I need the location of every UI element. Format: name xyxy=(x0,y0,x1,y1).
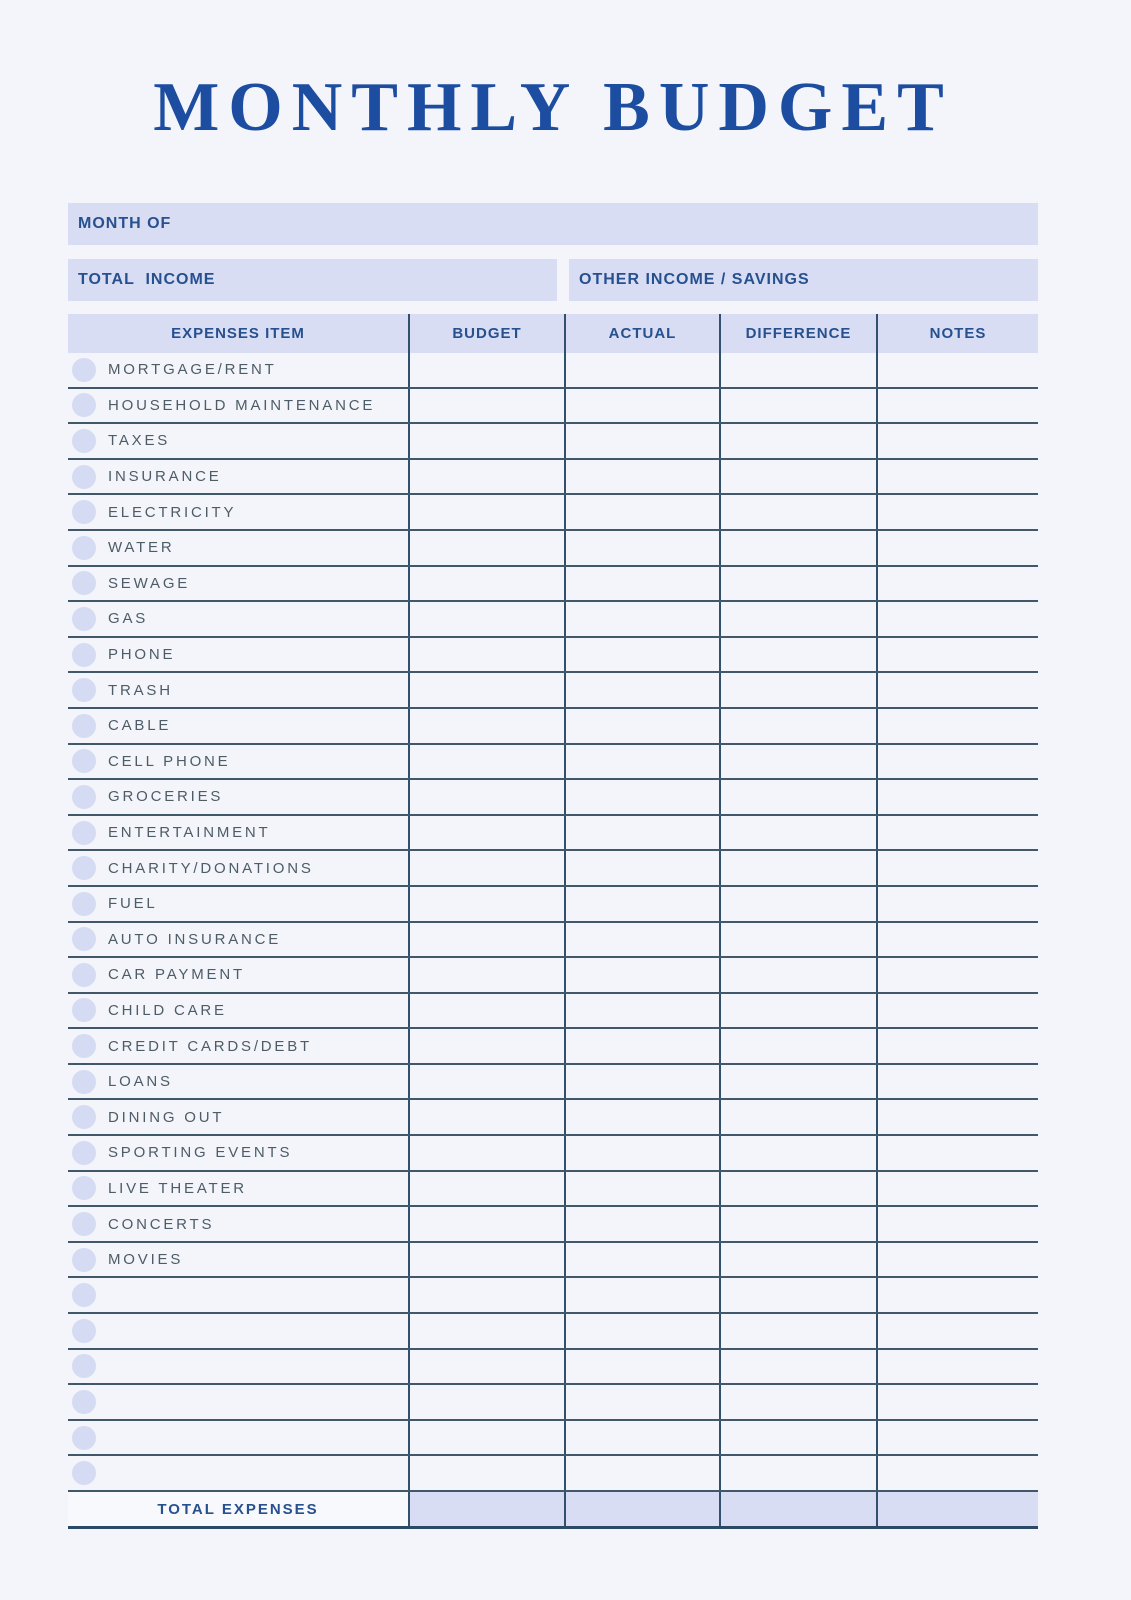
total-budget-cell xyxy=(408,1492,564,1526)
difference-cell xyxy=(719,1243,876,1277)
expense-item-label: TAXES xyxy=(108,432,171,450)
notes-cell xyxy=(876,495,1038,529)
table-row xyxy=(68,851,1038,887)
expense-item-cell xyxy=(68,460,408,494)
notes-cell xyxy=(876,1207,1038,1241)
bullet-circle-icon xyxy=(72,1105,96,1129)
expense-item-cell xyxy=(68,1278,408,1312)
expense-item-cell xyxy=(68,1350,408,1384)
actual-cell xyxy=(564,1243,719,1277)
budget-cell xyxy=(408,389,564,423)
notes-cell xyxy=(876,1065,1038,1099)
budget-cell xyxy=(408,460,564,494)
expense-item-cell xyxy=(68,1029,408,1063)
difference-cell xyxy=(719,745,876,779)
notes-cell xyxy=(876,1456,1038,1490)
expense-item-label: SPORTING EVENTS xyxy=(108,1144,293,1162)
difference-cell xyxy=(719,495,876,529)
expense-item-label: GROCERIES xyxy=(108,788,224,806)
actual-cell xyxy=(564,353,719,387)
bullet-circle-icon xyxy=(72,1176,96,1200)
table-row xyxy=(68,389,1038,425)
actual-cell xyxy=(564,638,719,672)
table-row xyxy=(68,1100,1038,1136)
table-row xyxy=(68,1172,1038,1208)
bullet-circle-icon xyxy=(72,927,96,951)
expense-item-cell xyxy=(68,994,408,1028)
notes-cell xyxy=(876,1314,1038,1348)
budget-cell xyxy=(408,602,564,636)
difference-cell xyxy=(719,1136,876,1170)
actual-cell xyxy=(564,1136,719,1170)
bullet-circle-icon xyxy=(72,1248,96,1272)
table-row xyxy=(68,1456,1038,1492)
column-header-actual: ACTUAL xyxy=(564,314,719,353)
bullet-circle-icon xyxy=(72,856,96,880)
total-expenses-row xyxy=(68,1492,1038,1529)
table-row xyxy=(68,1136,1038,1172)
notes-cell xyxy=(876,1421,1038,1455)
bullet-circle-icon xyxy=(72,536,96,560)
budget-cell xyxy=(408,994,564,1028)
actual-cell xyxy=(564,780,719,814)
budget-cell xyxy=(408,424,564,458)
bar-gap xyxy=(557,259,569,301)
difference-cell xyxy=(719,424,876,458)
notes-cell xyxy=(876,1385,1038,1419)
notes-cell xyxy=(876,1278,1038,1312)
notes-cell xyxy=(876,602,1038,636)
income-section xyxy=(68,259,1038,301)
notes-cell xyxy=(876,709,1038,743)
budget-cell xyxy=(408,816,564,850)
table-row xyxy=(68,1243,1038,1279)
total-difference-cell xyxy=(719,1492,876,1526)
budget-cell xyxy=(408,1207,564,1241)
column-header-budget: BUDGET xyxy=(408,314,564,353)
total-actual-cell xyxy=(564,1492,719,1526)
actual-cell xyxy=(564,1029,719,1063)
actual-cell xyxy=(564,1385,719,1419)
difference-cell xyxy=(719,1421,876,1455)
table-row xyxy=(68,1421,1038,1457)
difference-cell xyxy=(719,567,876,601)
expense-item-label: SEWAGE xyxy=(108,574,191,592)
expense-item-label: CONCERTS xyxy=(108,1215,215,1233)
expense-item-cell xyxy=(68,780,408,814)
bullet-circle-icon xyxy=(72,1034,96,1058)
actual-cell xyxy=(564,851,719,885)
difference-cell xyxy=(719,1278,876,1312)
expense-item-cell xyxy=(68,1243,408,1277)
actual-cell xyxy=(564,531,719,565)
difference-cell xyxy=(719,1350,876,1384)
actual-cell xyxy=(564,1350,719,1384)
bullet-circle-icon xyxy=(72,1354,96,1378)
actual-cell xyxy=(564,994,719,1028)
expense-item-label: CHARITY/DONATIONS xyxy=(108,859,314,877)
expense-item-cell xyxy=(68,1100,408,1134)
bullet-circle-icon xyxy=(72,1319,96,1343)
bullet-circle-icon xyxy=(72,998,96,1022)
budget-cell xyxy=(408,923,564,957)
budget-cell xyxy=(408,353,564,387)
budget-cell xyxy=(408,1029,564,1063)
table-row xyxy=(68,1029,1038,1065)
other-income-savings-label: OTHER INCOME / SAVINGS xyxy=(579,271,810,288)
bullet-circle-icon xyxy=(72,785,96,809)
difference-cell xyxy=(719,1065,876,1099)
expense-item-label: CREDIT CARDS/DEBT xyxy=(108,1037,313,1055)
table-row xyxy=(68,780,1038,816)
budget-cell xyxy=(408,780,564,814)
expense-item-cell xyxy=(68,887,408,921)
total-expenses-label: TOTAL EXPENSES xyxy=(157,1500,319,1518)
actual-cell xyxy=(564,495,719,529)
table-row xyxy=(68,567,1038,603)
notes-cell xyxy=(876,1136,1038,1170)
budget-cell xyxy=(408,709,564,743)
difference-cell xyxy=(719,1314,876,1348)
page xyxy=(68,0,1038,1529)
table-row xyxy=(68,1065,1038,1101)
bullet-circle-icon xyxy=(72,963,96,987)
expense-item-cell xyxy=(68,353,408,387)
notes-cell xyxy=(876,1029,1038,1063)
expense-item-cell xyxy=(68,1385,408,1419)
table-row xyxy=(68,923,1038,959)
table-row xyxy=(68,424,1038,460)
expense-item-cell xyxy=(68,389,408,423)
expense-item-cell xyxy=(68,1314,408,1348)
column-header-difference: DIFFERENCE xyxy=(719,314,876,353)
expense-item-label: INSURANCE xyxy=(108,468,222,486)
difference-cell xyxy=(719,531,876,565)
expenses-table xyxy=(68,314,1038,1529)
expense-item-label: CHILD CARE xyxy=(108,1001,227,1019)
actual-cell xyxy=(564,389,719,423)
actual-cell xyxy=(564,1314,719,1348)
table-row xyxy=(68,994,1038,1030)
page-title: MONTHLY BUDGET xyxy=(153,69,953,146)
budget-cell xyxy=(408,958,564,992)
expense-item-label: FUEL xyxy=(108,895,158,913)
actual-cell xyxy=(564,1278,719,1312)
notes-cell xyxy=(876,567,1038,601)
difference-cell xyxy=(719,1207,876,1241)
budget-cell xyxy=(408,1172,564,1206)
table-row xyxy=(68,745,1038,781)
expense-item-label: CAR PAYMENT xyxy=(108,966,245,984)
expenses-table-body xyxy=(68,353,1038,1492)
notes-cell xyxy=(876,958,1038,992)
expense-item-label: MOVIES xyxy=(108,1251,184,1269)
actual-cell xyxy=(564,460,719,494)
total-income-bar xyxy=(68,259,557,301)
actual-cell xyxy=(564,1421,719,1455)
table-header-row xyxy=(68,314,1038,353)
notes-cell xyxy=(876,389,1038,423)
notes-cell xyxy=(876,1100,1038,1134)
expense-item-cell xyxy=(68,1421,408,1455)
budget-cell xyxy=(408,851,564,885)
expense-item-label: LOANS xyxy=(108,1073,173,1091)
expense-item-label: WATER xyxy=(108,539,175,557)
table-row xyxy=(68,460,1038,496)
expense-item-cell xyxy=(68,816,408,850)
bullet-circle-icon xyxy=(72,821,96,845)
actual-cell xyxy=(564,602,719,636)
bullet-circle-icon xyxy=(72,1283,96,1307)
actual-cell xyxy=(564,1207,719,1241)
bullet-circle-icon xyxy=(72,1390,96,1414)
difference-cell xyxy=(719,851,876,885)
bullet-circle-icon xyxy=(72,1426,96,1450)
difference-cell xyxy=(719,709,876,743)
difference-cell xyxy=(719,673,876,707)
budget-cell xyxy=(408,638,564,672)
notes-cell xyxy=(876,780,1038,814)
expense-item-label: HOUSEHOLD MAINTENANCE xyxy=(108,396,376,414)
expense-item-label: ELECTRICITY xyxy=(108,503,237,521)
notes-cell xyxy=(876,424,1038,458)
budget-cell xyxy=(408,673,564,707)
notes-cell xyxy=(876,851,1038,885)
difference-cell xyxy=(719,958,876,992)
expense-item-label: ENTERTAINMENT xyxy=(108,824,271,842)
expense-item-cell xyxy=(68,424,408,458)
expense-item-cell xyxy=(68,1456,408,1490)
budget-cell xyxy=(408,745,564,779)
bullet-circle-icon xyxy=(72,1212,96,1236)
bullet-circle-icon xyxy=(72,393,96,417)
budget-cell xyxy=(408,567,564,601)
notes-cell xyxy=(876,816,1038,850)
budget-cell xyxy=(408,531,564,565)
actual-cell xyxy=(564,567,719,601)
expense-item-cell xyxy=(68,567,408,601)
actual-cell xyxy=(564,745,719,779)
expense-item-label: PHONE xyxy=(108,646,176,664)
notes-cell xyxy=(876,1350,1038,1384)
actual-cell xyxy=(564,816,719,850)
actual-cell xyxy=(564,923,719,957)
column-header-notes: NOTES xyxy=(876,314,1038,353)
bullet-circle-icon xyxy=(72,643,96,667)
notes-cell xyxy=(876,1172,1038,1206)
budget-cell xyxy=(408,887,564,921)
difference-cell xyxy=(719,1100,876,1134)
table-row xyxy=(68,709,1038,745)
table-row xyxy=(68,816,1038,852)
expense-item-label: CELL PHONE xyxy=(108,752,231,770)
budget-cell xyxy=(408,1385,564,1419)
budget-cell xyxy=(408,1243,564,1277)
expense-item-cell xyxy=(68,495,408,529)
difference-cell xyxy=(719,1029,876,1063)
difference-cell xyxy=(719,353,876,387)
expense-item-label: GAS xyxy=(108,610,149,628)
table-row xyxy=(68,887,1038,923)
notes-cell xyxy=(876,460,1038,494)
notes-cell xyxy=(876,673,1038,707)
table-row xyxy=(68,1207,1038,1243)
bullet-circle-icon xyxy=(72,571,96,595)
bullet-circle-icon xyxy=(72,749,96,773)
expense-item-cell xyxy=(68,709,408,743)
actual-cell xyxy=(564,673,719,707)
difference-cell xyxy=(719,923,876,957)
notes-cell xyxy=(876,638,1038,672)
actual-cell xyxy=(564,1456,719,1490)
difference-cell xyxy=(719,1172,876,1206)
column-header-expenses-item: EXPENSES ITEM xyxy=(171,325,305,342)
bullet-circle-icon xyxy=(72,1141,96,1165)
notes-cell xyxy=(876,531,1038,565)
expense-item-label: CABLE xyxy=(108,717,172,735)
notes-cell xyxy=(876,994,1038,1028)
notes-cell xyxy=(876,745,1038,779)
expense-item-cell xyxy=(68,923,408,957)
expense-item-cell xyxy=(68,638,408,672)
expense-item-cell xyxy=(68,1172,408,1206)
difference-cell xyxy=(719,780,876,814)
difference-cell xyxy=(719,816,876,850)
bullet-circle-icon xyxy=(72,500,96,524)
expense-item-cell xyxy=(68,1136,408,1170)
total-expenses-label-cell xyxy=(68,1492,408,1526)
budget-cell xyxy=(408,1421,564,1455)
budget-cell xyxy=(408,1136,564,1170)
month-of-label: MONTH OF xyxy=(78,215,172,232)
expense-item-cell xyxy=(68,958,408,992)
notes-cell xyxy=(876,1243,1038,1277)
other-income-savings-bar xyxy=(569,259,1038,301)
difference-cell xyxy=(719,389,876,423)
table-row xyxy=(68,958,1038,994)
budget-cell xyxy=(408,1456,564,1490)
expense-item-cell xyxy=(68,1207,408,1241)
actual-cell xyxy=(564,424,719,458)
difference-cell xyxy=(719,1385,876,1419)
table-row xyxy=(68,1314,1038,1350)
expense-item-label: DINING OUT xyxy=(108,1108,225,1126)
budget-cell xyxy=(408,1100,564,1134)
expense-item-label: TRASH xyxy=(108,681,173,699)
difference-cell xyxy=(719,602,876,636)
expense-item-cell xyxy=(68,673,408,707)
bullet-circle-icon xyxy=(72,892,96,916)
budget-cell xyxy=(408,495,564,529)
bullet-circle-icon xyxy=(72,678,96,702)
table-row xyxy=(68,673,1038,709)
expense-item-cell xyxy=(68,745,408,779)
table-row xyxy=(68,353,1038,389)
month-of-bar xyxy=(68,203,1038,245)
table-row xyxy=(68,495,1038,531)
bullet-circle-icon xyxy=(72,465,96,489)
bullet-circle-icon xyxy=(72,714,96,738)
expense-item-label: LIVE THEATER xyxy=(108,1179,247,1197)
table-row xyxy=(68,1385,1038,1421)
expense-item-cell xyxy=(68,1065,408,1099)
expense-item-label: AUTO INSURANCE xyxy=(108,930,282,948)
difference-cell xyxy=(719,887,876,921)
difference-cell xyxy=(719,994,876,1028)
bullet-circle-icon xyxy=(72,358,96,382)
actual-cell xyxy=(564,709,719,743)
notes-cell xyxy=(876,887,1038,921)
actual-cell xyxy=(564,958,719,992)
notes-cell xyxy=(876,923,1038,957)
difference-cell xyxy=(719,1456,876,1490)
bullet-circle-icon xyxy=(72,1070,96,1094)
table-row xyxy=(68,602,1038,638)
actual-cell xyxy=(564,1100,719,1134)
budget-cell xyxy=(408,1065,564,1099)
budget-cell xyxy=(408,1314,564,1348)
expense-item-cell xyxy=(68,602,408,636)
expense-item-cell xyxy=(68,851,408,885)
actual-cell xyxy=(564,887,719,921)
bullet-circle-icon xyxy=(72,429,96,453)
total-income-label: TOTAL INCOME xyxy=(78,271,216,288)
expense-item-cell xyxy=(68,531,408,565)
difference-cell xyxy=(719,460,876,494)
notes-cell xyxy=(876,353,1038,387)
difference-cell xyxy=(719,638,876,672)
bullet-circle-icon xyxy=(72,607,96,631)
table-row xyxy=(68,1278,1038,1314)
budget-cell xyxy=(408,1278,564,1312)
table-row xyxy=(68,531,1038,567)
total-notes-cell xyxy=(876,1492,1038,1526)
table-row xyxy=(68,638,1038,674)
table-row xyxy=(68,1350,1038,1386)
bullet-circle-icon xyxy=(72,1461,96,1485)
actual-cell xyxy=(564,1172,719,1206)
expense-item-label: MORTGAGE/RENT xyxy=(108,361,277,379)
budget-cell xyxy=(408,1350,564,1384)
actual-cell xyxy=(564,1065,719,1099)
